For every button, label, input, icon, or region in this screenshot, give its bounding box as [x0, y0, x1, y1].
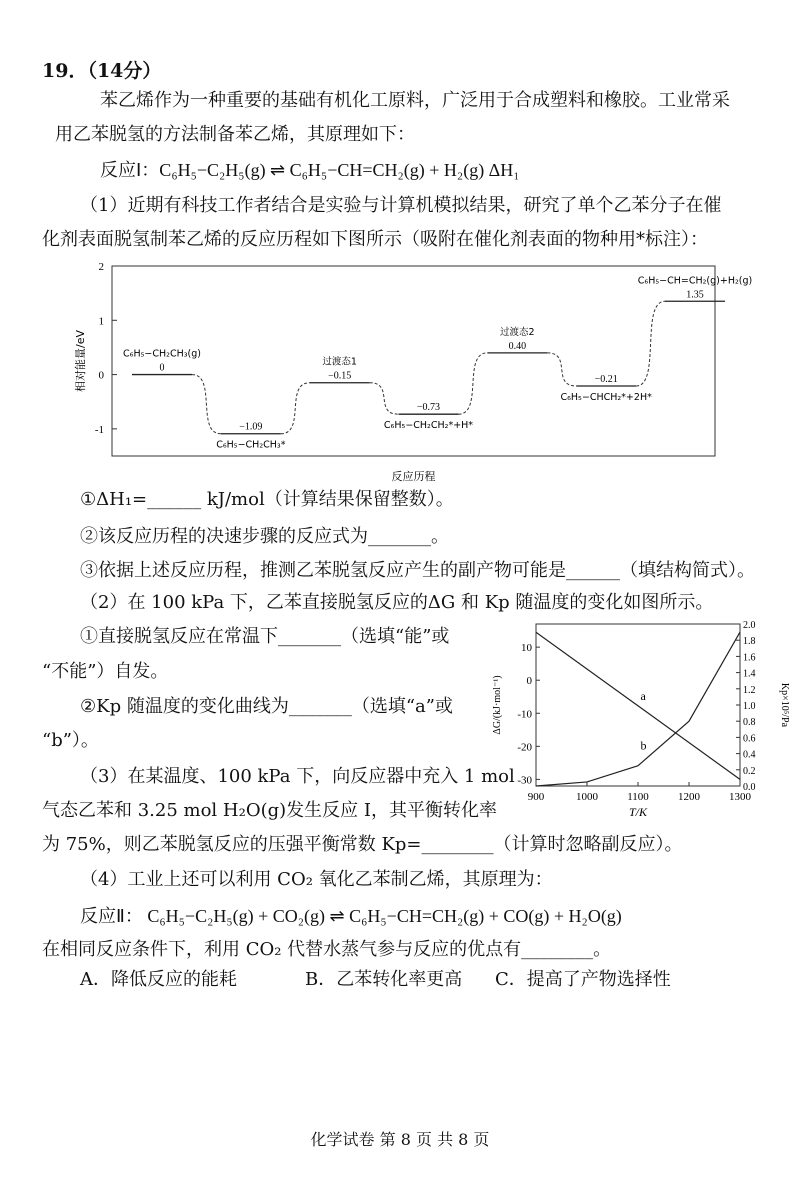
y-left-tick-label: 0	[526, 675, 532, 688]
series-a-line	[536, 632, 740, 779]
species-label: 过渡态2	[500, 326, 535, 338]
question-1-1: ①ΔH₁=______ kJ/mol（计算结果保留整数）。	[80, 489, 454, 510]
option-a: A．降低反应的能耗	[80, 969, 237, 990]
dg-kp-chart	[488, 618, 788, 828]
question-2-2a: ②Kp 随温度的变化曲线为_______（选填“a”或	[80, 696, 453, 717]
y-right-tick-label: 1.0	[743, 701, 756, 712]
y-left-axis-label: ΔG/(kJ·mol⁻¹)	[492, 675, 503, 735]
y-right-tick-label: 0.8	[743, 717, 756, 729]
y-left-tick-label: -30	[517, 774, 532, 787]
species-label: C₆H₅−CH₂CH₃*	[216, 439, 286, 451]
energy-value-label: −0.73	[416, 402, 441, 414]
part-4: （4）工业上还可以利用 CO₂ 氧化乙苯制乙烯，其原理为：	[80, 869, 553, 890]
intro-line-2: 用乙苯脱氢的方法制备苯乙烯，其原理如下：	[55, 124, 415, 145]
energy-connector	[547, 353, 576, 386]
y-right-tick-label: 1.8	[743, 636, 756, 648]
species-label: C₆H₅−CHCH₂*+2H*	[560, 391, 652, 403]
question-2-2b: “b”）。	[42, 730, 99, 751]
y-axis-label: 相对能量/eV	[74, 330, 87, 392]
part-3c: 为 75%，则乙苯脱氢反应的压强平衡常数 Kp=________（计算时忽略副反应）。	[42, 834, 683, 855]
part-3a: （3）在某温度、100 kPa 下，向反应器中充入 1 mol	[80, 766, 515, 787]
question-1-3: ③依据上述反应历程，推测乙苯脱氢反应产生的副产物可能是______（填结构简式）。	[80, 560, 755, 581]
x-tick-label: 1100	[627, 791, 649, 803]
species-label: C₆H₅−CH₂CH₂*+H*	[383, 420, 474, 432]
page-footer: 化学试卷 第 8 页 共 8 页	[310, 1130, 490, 1149]
series-b-label: b	[640, 738, 647, 753]
energy-connector	[459, 353, 488, 414]
species-label: 过渡态1	[322, 356, 357, 368]
y-tick-label: 2	[98, 261, 104, 273]
energy-connector	[192, 375, 221, 434]
x-tick-label: 900	[527, 791, 545, 803]
energy-value-label: 1.35	[686, 289, 704, 301]
y-right-tick-label: 1.6	[743, 652, 756, 664]
y-right-tick-label: 1.4	[743, 668, 756, 680]
part-4-question: 在相同反应条件下，利用 CO₂ 代替水蒸气参与反应的优点有________。	[42, 939, 612, 960]
energy-value-label: 0.40	[508, 340, 527, 352]
option-b: B．乙苯转化率更高	[305, 969, 463, 990]
dg-kp-svg	[488, 618, 788, 828]
x-axis-label: T/K	[628, 805, 648, 819]
part1-line-1: （1）近期有科技工作者结合是实验与计算机模拟结果，研究了单个乙苯分子在催	[80, 195, 722, 216]
y-right-tick-label: 1.2	[743, 684, 756, 696]
x-tick-label: 1000	[576, 791, 598, 803]
y-tick-label: 1	[98, 315, 104, 328]
plot-frame	[536, 624, 740, 786]
energy-profile-svg	[70, 256, 753, 486]
part-3b: 气态乙苯和 3.25 mol H₂O(g)发生反应 I，其平衡转化率	[42, 800, 497, 821]
question-1-2: ②该反应历程的决速步骤的反应式为_______。	[80, 526, 449, 547]
reaction-2: 反应Ⅱ： C₆H₅−C₂H₅(g) + CO₂(g) ⇌ C₆H₅−CH=CH₂(g) + CO(g) + H₂O(g)	[80, 906, 622, 926]
y-tick-label: -1	[94, 423, 104, 436]
energy-value-label: −0.21	[594, 373, 618, 385]
part1-line-2: 化剂表面脱氢制苯乙烯的反应历程如下图所示（吸附在催化剂表面的物种用*标注）：	[42, 229, 708, 250]
y-right-tick-label: 0.6	[743, 733, 756, 745]
energy-value-label: −0.15	[328, 370, 352, 382]
energy-connector	[636, 301, 665, 386]
energy-connector	[281, 383, 310, 434]
reaction-1: 反应Ⅰ：C₆H₅−C₂H₅(g) ⇌ C₆H₅−CH=CH₂(g) + H₂(g) ΔH₁	[100, 160, 520, 180]
series-a-label: a	[640, 689, 646, 704]
y-right-axis-label: Kp×10⁵/Pa	[779, 682, 790, 728]
y-left-tick-label: 10	[521, 642, 532, 655]
intro-line-1: 苯乙烯作为一种重要的基础有机化工原料，广泛用于合成塑料和橡胶。工业常采	[100, 90, 730, 111]
y-tick-label: 0	[98, 369, 104, 382]
question-number: 19．（14分）	[42, 60, 162, 82]
x-tick-label: 1200	[678, 791, 700, 803]
energy-value-label: 0	[159, 362, 165, 374]
y-left-tick-label: -10	[517, 708, 532, 721]
x-tick-label: 1300	[729, 791, 751, 803]
option-c: C．提高了产物选择性	[495, 969, 671, 990]
x-axis-label: 反应历程	[391, 470, 436, 483]
species-label: C₆H₅−CH=CH₂(g)+H₂(g)	[637, 275, 753, 287]
y-right-tick-label: 0.2	[743, 765, 756, 777]
energy-profile-chart	[70, 256, 753, 486]
question-2-1b: “不能”）自发。	[42, 661, 169, 682]
energy-connector	[370, 383, 399, 414]
energy-value-label: −1.09	[239, 421, 263, 433]
question-2-1a: ①直接脱氢反应在常温下_______（选填“能”或	[80, 626, 450, 647]
series-b-line	[536, 632, 740, 786]
y-right-tick-label: 0.0	[743, 782, 756, 793]
y-right-tick-label: 2.0	[743, 620, 756, 631]
y-right-tick-label: 0.4	[743, 749, 756, 761]
part-2: （2）在 100 kPa 下，乙苯直接脱氢反应的ΔG 和 Kp 随温度的变化如图所示。	[80, 592, 714, 613]
y-left-tick-label: -20	[517, 741, 532, 754]
species-label: C₆H₅−CH₂CH₃(g)	[123, 348, 201, 360]
